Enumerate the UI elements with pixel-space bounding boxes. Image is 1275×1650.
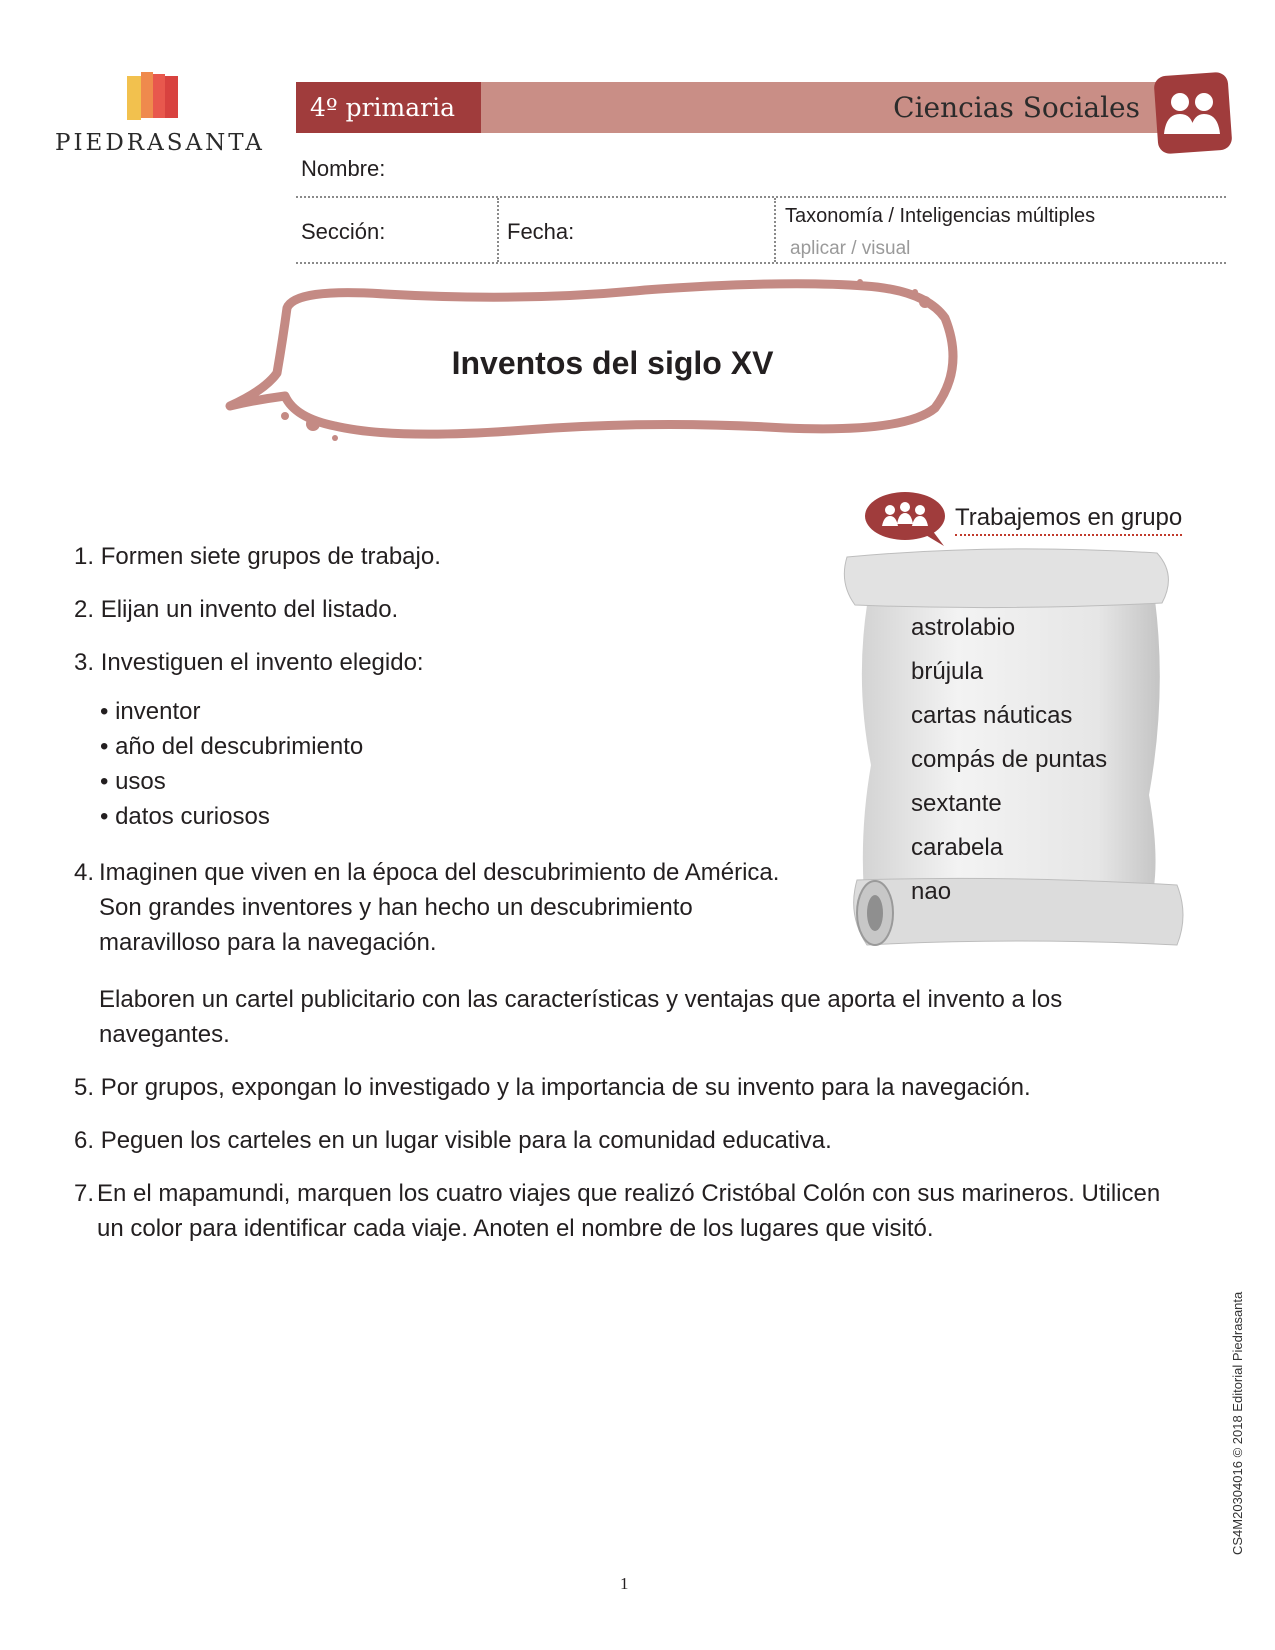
list-item: brújula <box>911 658 984 685</box>
book-logo-icon <box>55 72 255 132</box>
list-item: sextante <box>911 790 1002 817</box>
instruction-4-number: 4. <box>74 859 95 886</box>
list-item: compás de puntas <box>911 746 1108 773</box>
list-item: • inventor <box>100 698 363 733</box>
group-activity-label: Trabajemos en grupo <box>955 504 1182 536</box>
form-divider <box>774 198 776 262</box>
piedrasanta-logo <box>55 72 265 162</box>
poster-paragraph: Elaboren un cartel publicitario con las características y ventajas que aporta el invento a los navegantes. <box>99 986 1063 1048</box>
instruction-2: 2. Elijan un invento del listado. <box>74 596 399 623</box>
list-item: nao <box>911 878 952 905</box>
list-item: astrolabio <box>911 614 1016 641</box>
nombre-label: Nombre: <box>301 156 386 181</box>
page-title: Inventos del siglo XV <box>451 345 774 381</box>
page-number: 1 <box>620 1574 629 1593</box>
research-points <box>100 698 363 838</box>
seccion-label: Sección: <box>301 219 386 244</box>
copyright-note: CS4M20304016 © 2018 Editorial Piedrasanta <box>1230 1291 1245 1555</box>
subject-title: Ciencias Sociales <box>893 91 1140 124</box>
list-item: • datos curiosos <box>100 803 363 838</box>
people-group-icon <box>1152 70 1234 156</box>
instruction-3: 3. Investiguen el invento elegido: <box>74 649 424 676</box>
taxonomy-title: Taxonomía / Inteligencias múltiples <box>785 205 1096 227</box>
form-divider <box>497 198 499 262</box>
instruction-7-number: 7. <box>74 1180 95 1207</box>
list-item: • año del descubrimiento <box>100 733 363 768</box>
fecha-label: Fecha: <box>507 219 575 244</box>
taxonomy-values: aplicar / visual <box>790 238 911 259</box>
nombre-line <box>296 196 1226 198</box>
seccion-line <box>296 262 1226 264</box>
instruction-5: 5. Por grupos, expongan lo investigado y la importancia de su invento para la navegación. <box>74 1074 1031 1101</box>
list-item: • usos <box>100 768 363 803</box>
inventions-list <box>911 614 1107 922</box>
instruction-4: Imaginen que viven en la época del descubrimiento de América. Son grandes inventores y han hecho un descubrimiento maravilloso para la navegación. <box>99 859 780 956</box>
instruction-1: 1. Formen siete grupos de trabajo. <box>74 543 441 570</box>
instruction-7: En el mapamundi, marquen los cuatro viajes que realizó Cristóbal Colón con sus marineros. Utilicen un color para identificar cada viaje. Anoten el nombre de los lugares que visitó. <box>97 1180 1161 1242</box>
group-speech-bubble-icon <box>862 490 952 548</box>
grade-label: 4º primaria <box>296 82 481 133</box>
instruction-6: 6. Peguen los carteles en un lugar visible para la comunidad educativa. <box>74 1127 832 1154</box>
list-item: cartas náuticas <box>911 702 1073 729</box>
logo-wordmark: PIEDRASANTA <box>55 130 265 156</box>
list-item: carabela <box>911 834 1004 861</box>
